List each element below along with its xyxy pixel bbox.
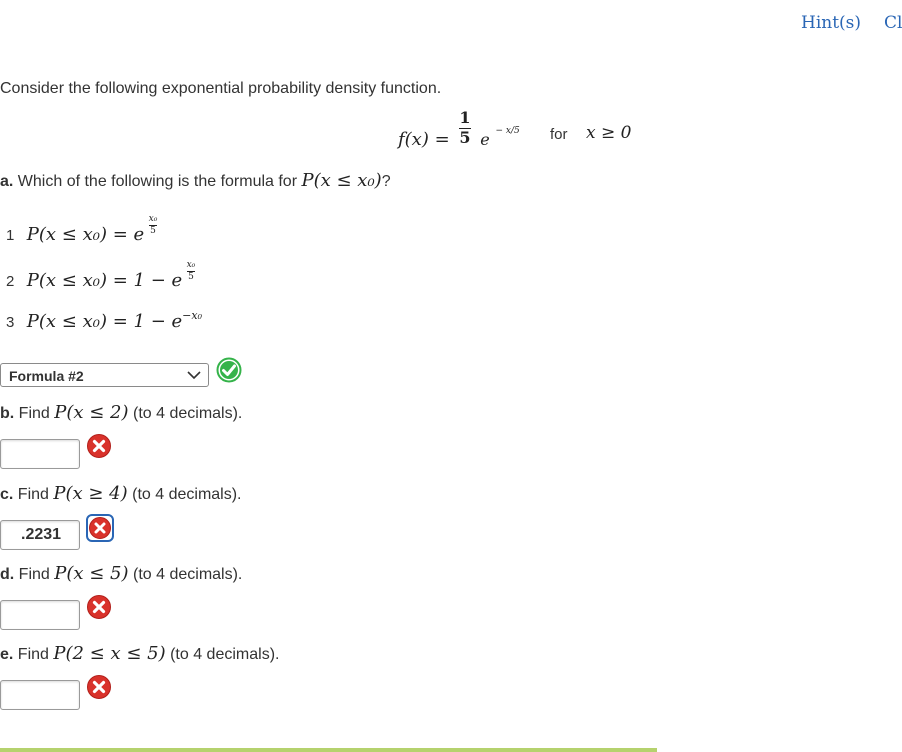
part-e-question: e. Find P(2 ≤ x ≤ 5) (to 4 decimals). bbox=[0, 643, 280, 664]
option-2-lhs: P(x ≤ x₀) = 1 − e bbox=[26, 270, 183, 291]
intro-text: Consider the following exponential probability density function. bbox=[0, 80, 442, 97]
part-a-question bbox=[0, 170, 391, 191]
pdf-coef-den: 5 bbox=[459, 127, 471, 147]
part-d-question: d. Find P(x ≤ 5) (to 4 decimals). bbox=[0, 563, 243, 584]
bottom-accent-bar bbox=[0, 748, 657, 752]
correct-check-icon bbox=[216, 357, 242, 383]
incorrect-x-icon bbox=[86, 514, 114, 542]
option-1-lhs: P(x ≤ x₀) = e bbox=[26, 224, 145, 245]
option-2 bbox=[6, 259, 196, 293]
pdf-lhs: f(x) = bbox=[398, 129, 450, 151]
part-d-answer-input[interactable] bbox=[0, 600, 80, 630]
pdf-coefficient bbox=[459, 110, 470, 147]
part-c-answer-input[interactable] bbox=[0, 520, 80, 550]
close-link[interactable]: Cl bbox=[884, 13, 902, 33]
option-1 bbox=[6, 213, 158, 247]
incorrect-x-icon bbox=[86, 674, 112, 700]
incorrect-x-icon bbox=[86, 433, 112, 459]
option-3-lhs: P(x ≤ x₀) = 1 − e bbox=[26, 311, 183, 332]
option-2-exponent: $\frac{\text{x₀}}{5}$ bbox=[186, 259, 196, 283]
part-a-prompt: Which of the following is the formula for bbox=[17, 173, 298, 190]
pdf-base: e bbox=[480, 130, 490, 150]
part-a-letter: a. bbox=[0, 173, 14, 190]
pdf-domain: x ≥ 0 bbox=[586, 123, 632, 143]
pdf-coef-num: 1 bbox=[459, 108, 471, 127]
part-c-question: c. Find P(x ≥ 4) (to 4 decimals). bbox=[0, 483, 242, 504]
part-b-answer-input[interactable] bbox=[0, 439, 80, 469]
part-c-answer-value: .2231 bbox=[21, 526, 62, 543]
part-a-qmark: ? bbox=[381, 173, 391, 190]
chevron-down-icon bbox=[186, 367, 202, 383]
part-a-expr: P(x ≤ x₀) bbox=[301, 170, 382, 191]
formula-select[interactable] bbox=[0, 363, 209, 387]
pdf-for-word: for bbox=[550, 126, 568, 143]
option-1-exponent: $\frac{\text{x₀}}{5}$ bbox=[148, 213, 158, 237]
formula-select-value: Formula #2 bbox=[9, 368, 84, 384]
option-3-number: 3 bbox=[6, 314, 15, 331]
part-e-answer-input[interactable] bbox=[0, 680, 80, 710]
hints-link[interactable]: Hint(s) bbox=[801, 13, 862, 33]
option-3 bbox=[6, 311, 202, 332]
part-b-question: b. Find P(x ≤ 2) (to 4 decimals). bbox=[0, 402, 243, 423]
option-1-number: 1 bbox=[6, 227, 15, 244]
option-3-exponent: −x₀ bbox=[182, 309, 202, 322]
pdf-exponent: − x/5 bbox=[495, 126, 520, 137]
option-2-number: 2 bbox=[6, 273, 15, 290]
pdf-formula bbox=[398, 108, 520, 151]
incorrect-x-icon bbox=[86, 594, 112, 620]
